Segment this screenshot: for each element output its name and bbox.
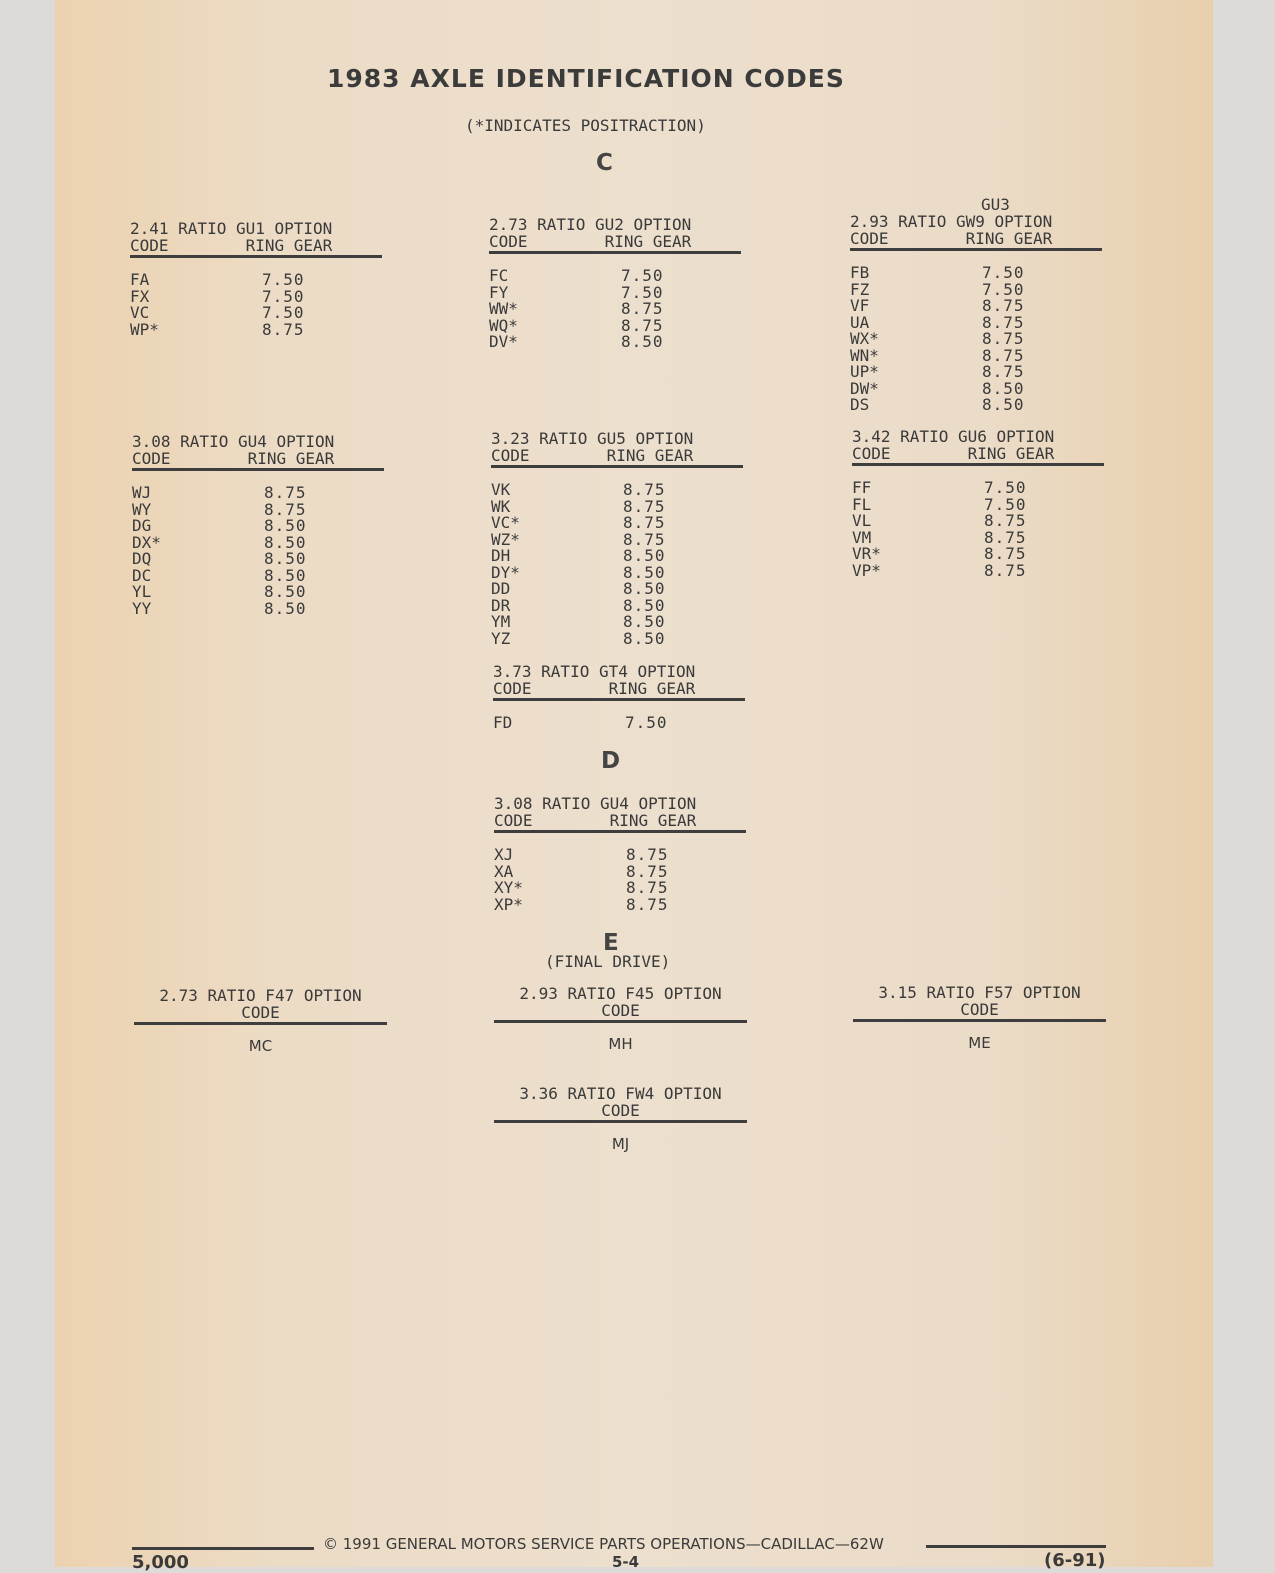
axle-code: YL xyxy=(132,582,152,601)
table-row xyxy=(489,282,741,302)
ring-gear-size: 8.50 xyxy=(623,562,666,582)
final-drive-subheading: CODE xyxy=(601,1101,640,1120)
table-heading: 2.93 RATIO GW9 OPTION xyxy=(850,212,1053,231)
ring-gear-size: 7.50 xyxy=(621,266,664,285)
table-rows xyxy=(852,480,1104,579)
final-drive-heading: 3.36 RATIO FW4 OPTION xyxy=(519,1084,722,1103)
axle-code: DW* xyxy=(850,378,879,398)
ring-gear-size: 8.50 xyxy=(623,628,666,648)
final-drive-heading: 2.93 RATIO F45 OPTION xyxy=(519,984,722,1003)
ring-gear-size: 8.50 xyxy=(264,598,307,618)
table-heading: 3.42 RATIO GU6 OPTION xyxy=(852,427,1055,446)
final-drive-heading: 2.73 RATIO F47 OPTION xyxy=(159,986,362,1005)
table-rows xyxy=(132,485,384,617)
table-row xyxy=(491,614,743,631)
table-top-label: GU3 xyxy=(981,195,1010,214)
table-row xyxy=(132,584,384,601)
axle-code: VR* xyxy=(852,544,881,563)
axle-code: WP* xyxy=(130,319,159,339)
ring-gear-size: 8.75 xyxy=(626,845,669,864)
final-drive-code: MJ xyxy=(611,1135,630,1153)
section-e-label: E xyxy=(603,930,619,956)
final-drive-subheading: CODE xyxy=(960,1000,999,1019)
table-row xyxy=(494,861,746,881)
table-row xyxy=(132,551,384,568)
axle-code: FB xyxy=(850,263,870,282)
ring-gear-size: 7.50 xyxy=(262,270,305,289)
final-drive-rule xyxy=(853,1019,1106,1022)
section-e-note: (FINAL DRIVE) xyxy=(545,952,671,971)
ring-gear-size: 8.50 xyxy=(623,612,666,631)
axle-code: VF xyxy=(850,296,870,315)
table-row xyxy=(850,331,1102,348)
axle-code: VK xyxy=(491,480,511,499)
axle-code: FF xyxy=(852,478,872,497)
axle-code: DD xyxy=(491,579,511,598)
final-drive-heading: 3.15 RATIO F57 OPTION xyxy=(878,983,1081,1002)
axle-code: DY* xyxy=(491,562,520,582)
table-heading: 3.73 RATIO GT4 OPTION xyxy=(493,662,696,681)
axle-code: WW* xyxy=(489,299,518,318)
ring-gear-size: 8.75 xyxy=(984,560,1027,580)
table-row xyxy=(132,499,384,519)
axle-code: WQ* xyxy=(489,315,518,335)
table-row xyxy=(491,562,743,582)
axle-code: VM xyxy=(852,527,872,547)
footer-page-number: 5-4 xyxy=(612,1553,640,1571)
table-subheading: CODE RING GEAR xyxy=(852,444,1055,463)
final-drive-code: MH xyxy=(608,1035,633,1053)
table-ratio-3-73 xyxy=(493,663,745,732)
table-row xyxy=(491,628,743,648)
final-drive-rule xyxy=(494,1020,747,1023)
table-rows xyxy=(130,272,382,338)
table-subheading: CODE RING GEAR xyxy=(494,811,697,830)
ring-gear-size: 8.75 xyxy=(623,480,666,499)
ring-gear-size: 8.75 xyxy=(982,312,1025,332)
axle-code: FA xyxy=(130,270,150,289)
table-row xyxy=(491,595,743,615)
axle-code: FZ xyxy=(850,279,870,299)
ring-gear-size: 8.50 xyxy=(264,582,307,601)
table-row xyxy=(850,345,1102,365)
table-row xyxy=(493,715,745,732)
axle-code: FL xyxy=(852,494,872,514)
axle-code: XJ xyxy=(494,845,514,864)
table-row xyxy=(491,482,743,499)
table-row xyxy=(850,279,1102,299)
table-subheading: CODE RING GEAR xyxy=(493,679,696,698)
page-title: 1983 AXLE IDENTIFICATION CODES xyxy=(327,64,845,93)
table-ratio-2-93 xyxy=(850,196,1102,414)
table-row xyxy=(852,560,1104,580)
table-heading: 3.08 RATIO GU4 OPTION xyxy=(494,794,697,813)
axle-code: FY xyxy=(489,282,509,302)
axle-code: YZ xyxy=(491,628,511,648)
axle-code: YM xyxy=(491,612,511,631)
final-drive-rule xyxy=(494,1120,747,1123)
table-subheading: CODE RING GEAR xyxy=(491,446,694,465)
table-row xyxy=(852,494,1104,514)
final-drive-code: MC xyxy=(248,1037,273,1055)
ring-gear-size: 8.75 xyxy=(982,362,1025,381)
axle-code: YY xyxy=(132,598,152,618)
axle-code: WZ* xyxy=(491,529,520,549)
table-rule xyxy=(130,255,382,258)
ring-gear-size: 8.50 xyxy=(982,395,1025,414)
table-rows xyxy=(494,847,746,913)
table-row xyxy=(489,315,741,335)
axle-code: XA xyxy=(494,861,514,881)
ring-gear-size: 8.75 xyxy=(626,878,669,897)
table-row xyxy=(130,272,382,289)
table-rows xyxy=(489,268,741,351)
ring-gear-size: 7.50 xyxy=(262,303,305,322)
axle-code: WX* xyxy=(850,329,879,348)
ring-gear-size: 8.50 xyxy=(623,546,666,565)
axle-code: VC* xyxy=(491,513,520,532)
table-row xyxy=(132,518,384,535)
table-row xyxy=(130,319,382,339)
table-rule xyxy=(852,463,1104,466)
table-row xyxy=(489,301,741,318)
ring-gear-size: 7.50 xyxy=(625,713,668,732)
table-rule xyxy=(132,468,384,471)
axle-code: WN* xyxy=(850,345,879,365)
ring-gear-size: 8.75 xyxy=(264,499,307,519)
table-row xyxy=(494,894,746,914)
table-d-ratio-3-08 xyxy=(494,795,746,913)
table-subheading: CODE RING GEAR xyxy=(489,232,692,251)
axle-code: UP* xyxy=(850,362,879,381)
ring-gear-size: 8.75 xyxy=(264,483,307,502)
ring-gear-size: 8.50 xyxy=(264,516,307,535)
final-drive-code: ME xyxy=(968,1034,991,1052)
table-row xyxy=(852,546,1104,563)
table-rows xyxy=(491,482,743,647)
axle-code: UA xyxy=(850,312,870,332)
axle-code: FX xyxy=(130,286,150,306)
table-heading: 2.41 RATIO GU1 OPTION xyxy=(130,219,333,238)
table-row xyxy=(852,513,1104,530)
table-row xyxy=(491,581,743,598)
axle-code: XP* xyxy=(494,894,523,914)
table-rule xyxy=(489,251,741,254)
table-row xyxy=(132,532,384,552)
ring-gear-size: 7.50 xyxy=(984,478,1027,497)
table-row xyxy=(494,847,746,864)
ring-gear-size: 8.75 xyxy=(984,544,1027,563)
table-row xyxy=(850,298,1102,315)
ring-gear-size: 8.75 xyxy=(982,296,1025,315)
section-c-label: C xyxy=(596,150,613,176)
table-row xyxy=(489,268,741,285)
ring-gear-size: 8.75 xyxy=(982,345,1025,365)
ring-gear-size: 8.75 xyxy=(262,319,305,339)
footer-date-code: (6-91) xyxy=(1044,1550,1106,1571)
table-row xyxy=(130,305,382,322)
table-rows xyxy=(850,265,1102,414)
final-drive-2-93 xyxy=(494,985,747,1053)
table-rule xyxy=(491,465,743,468)
ring-gear-size: 8.75 xyxy=(626,894,669,914)
axle-code: DR xyxy=(491,595,511,615)
axle-code: DX* xyxy=(132,532,161,552)
table-subheading: CODE RING GEAR xyxy=(130,236,333,255)
ring-gear-size: 8.75 xyxy=(621,299,664,318)
table-ratio-2-41 xyxy=(130,220,382,338)
axle-code: VL xyxy=(852,511,872,530)
axle-code: DV* xyxy=(489,332,518,351)
axle-code: VP* xyxy=(852,560,881,580)
ring-gear-size: 8.50 xyxy=(982,378,1025,398)
ring-gear-size: 8.75 xyxy=(626,861,669,881)
axle-code: DG xyxy=(132,516,152,535)
final-drive-3-15 xyxy=(853,984,1106,1052)
footer-copyright: © 1991 GENERAL MOTORS SERVICE PARTS OPERATIONS—CADILLAC—62W xyxy=(323,1535,884,1553)
table-rows xyxy=(493,715,745,732)
table-heading: 3.23 RATIO GU5 OPTION xyxy=(491,429,694,448)
axle-code: FD xyxy=(493,713,513,732)
ring-gear-size: 8.75 xyxy=(984,511,1027,530)
table-rule xyxy=(494,830,746,833)
table-ratio-2-73 xyxy=(489,216,741,351)
page-subtitle: (*INDICATES POSITRACTION) xyxy=(465,116,706,135)
ring-gear-size: 7.50 xyxy=(984,494,1027,514)
table-row xyxy=(852,527,1104,547)
table-heading: 3.08 RATIO GU4 OPTION xyxy=(132,432,335,451)
table-row xyxy=(491,529,743,549)
final-drive-3-36 xyxy=(494,1085,747,1153)
axle-code: DQ xyxy=(132,549,152,568)
table-ratio-3-08 xyxy=(132,433,384,617)
table-row xyxy=(132,485,384,502)
axle-code: WK xyxy=(491,496,511,516)
ring-gear-size: 8.50 xyxy=(623,579,666,598)
table-row xyxy=(491,548,743,565)
table-row xyxy=(491,496,743,516)
axle-code: DC xyxy=(132,565,152,585)
footer-rule-left xyxy=(132,1547,314,1550)
table-ratio-3-42 xyxy=(852,428,1104,579)
final-drive-rule xyxy=(134,1022,387,1025)
table-row xyxy=(850,265,1102,282)
table-row xyxy=(491,515,743,532)
table-row xyxy=(132,565,384,585)
axle-code: WJ xyxy=(132,483,152,502)
ring-gear-size: 8.50 xyxy=(621,332,664,351)
axle-code: VC xyxy=(130,303,150,322)
table-heading: 2.73 RATIO GU2 OPTION xyxy=(489,215,692,234)
ring-gear-size: 8.50 xyxy=(264,532,307,552)
ring-gear-size: 7.50 xyxy=(982,263,1025,282)
ring-gear-size: 7.50 xyxy=(262,286,305,306)
table-row xyxy=(494,880,746,897)
final-drive-subheading: CODE xyxy=(601,1001,640,1020)
table-row xyxy=(850,364,1102,381)
ring-gear-size: 8.50 xyxy=(264,565,307,585)
table-subheading: CODE RING GEAR xyxy=(850,229,1053,248)
ring-gear-size: 8.75 xyxy=(982,329,1025,348)
ring-gear-size: 8.75 xyxy=(623,513,666,532)
section-d-label: D xyxy=(601,748,621,774)
table-rule xyxy=(493,698,745,701)
ring-gear-size: 7.50 xyxy=(621,282,664,302)
ring-gear-size: 7.50 xyxy=(982,279,1025,299)
final-drive-subheading: CODE xyxy=(241,1003,280,1022)
footer-rule-right xyxy=(926,1545,1106,1548)
table-row xyxy=(852,480,1104,497)
axle-code: FC xyxy=(489,266,509,285)
axle-code: XY* xyxy=(494,878,523,897)
table-ratio-3-23 xyxy=(491,430,743,647)
table-row xyxy=(850,397,1102,414)
axle-code: DS xyxy=(850,395,870,414)
table-row xyxy=(132,598,384,618)
ring-gear-size: 8.75 xyxy=(623,529,666,549)
table-row xyxy=(850,378,1102,398)
table-subheading: CODE RING GEAR xyxy=(132,449,335,468)
axle-code: WY xyxy=(132,499,152,519)
footer-print-count: 5,000 xyxy=(132,1552,189,1573)
ring-gear-size: 8.75 xyxy=(621,315,664,335)
table-row xyxy=(489,334,741,351)
table-row xyxy=(130,286,382,306)
ring-gear-size: 8.50 xyxy=(623,595,666,615)
final-drive-2-73 xyxy=(134,987,387,1055)
ring-gear-size: 8.75 xyxy=(623,496,666,516)
ring-gear-size: 8.50 xyxy=(264,549,307,568)
table-row xyxy=(850,312,1102,332)
ring-gear-size: 8.75 xyxy=(984,527,1027,547)
axle-code: DH xyxy=(491,546,511,565)
table-rule xyxy=(850,248,1102,251)
